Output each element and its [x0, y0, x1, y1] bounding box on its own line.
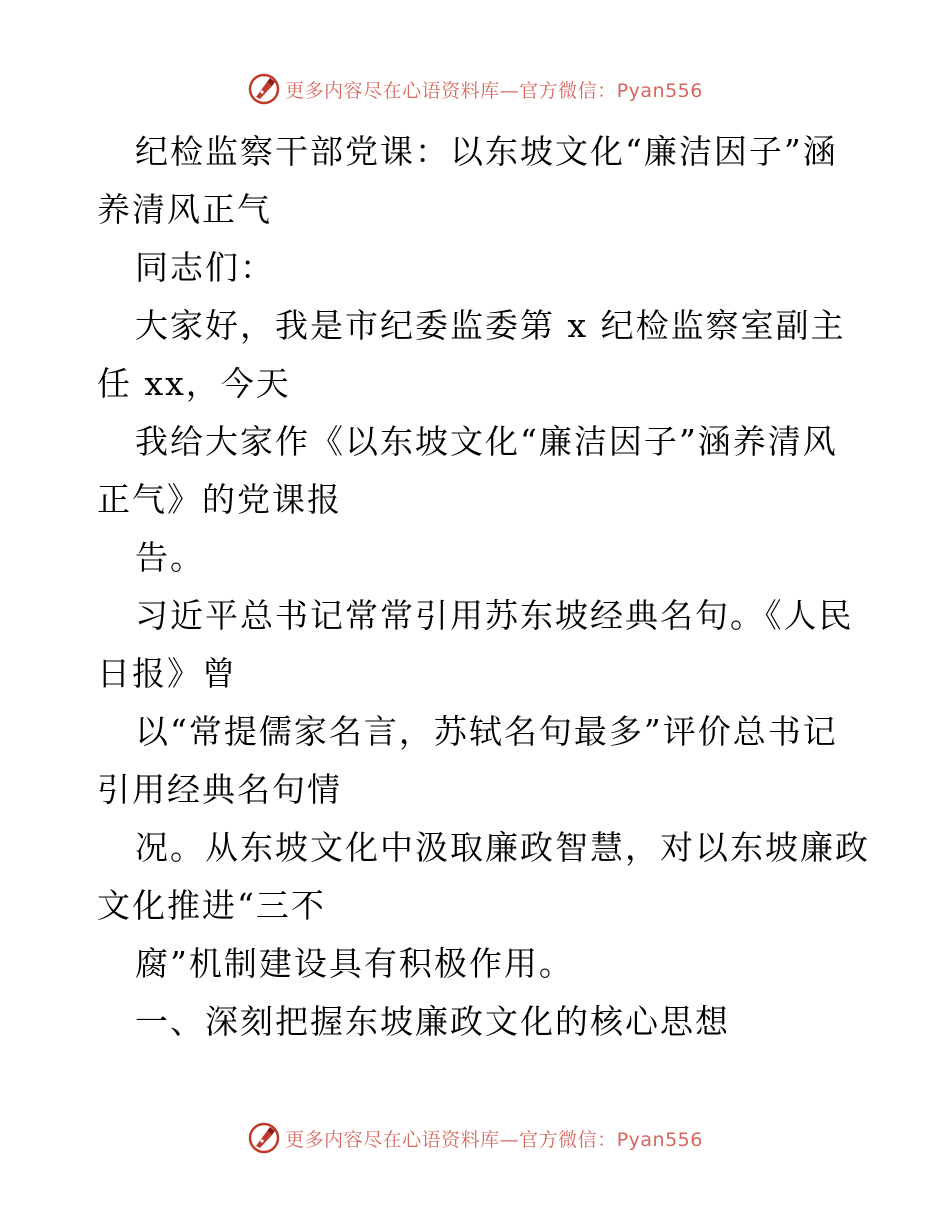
- doc-line-14: 文化推进“三不: [97, 886, 326, 925]
- footer-banner-dash: —: [499, 1128, 520, 1151]
- header-banner-dash: —: [499, 79, 520, 102]
- doc-line-6: 我给大家作《以东坡文化“廉洁因子”涵养清风: [135, 422, 838, 461]
- doc-line-8: 告。: [135, 538, 205, 577]
- header-banner-text: [285, 76, 703, 103]
- doc-line-9: 习近平总书记常常引用苏东坡经典名句。《人民: [135, 596, 854, 635]
- footer-banner-wechat-id: Pyan556: [616, 1128, 703, 1151]
- doc-line-7: 正气》的党课报: [97, 480, 342, 519]
- footer-banner-text: [285, 1125, 703, 1152]
- doc-line-11: 以“常提儒家名言，苏轼名句最多”评价总书记: [135, 712, 838, 751]
- footer-banner-title: 更多内容尽在心语资料库: [285, 1128, 500, 1151]
- doc-greeting: 同志们：: [135, 248, 275, 287]
- doc-line-5: 任 xx，今天: [97, 364, 291, 403]
- doc-line-4: 大家好，我是市纪委监委第 x 纪检监察室副主: [135, 306, 846, 345]
- header-banner-title: 更多内容尽在心语资料库: [285, 79, 500, 102]
- header-banner: [0, 72, 950, 106]
- pen-nib-logo-icon: [247, 72, 281, 106]
- doc-line-13: 况。从东坡文化中汲取廉政智慧，对以东坡廉政: [135, 828, 870, 867]
- doc-line-10: 日报》曾: [97, 654, 237, 693]
- header-banner-inner: [247, 72, 703, 106]
- header-banner-wechat-label: 官方微信：: [519, 79, 617, 102]
- footer-banner: [0, 1121, 950, 1155]
- doc-title-line-1: 纪检监察干部党课：以东坡文化“廉洁因子”涵: [135, 132, 838, 171]
- footer-banner-inner: [247, 1121, 703, 1155]
- doc-line-12: 引用经典名句情: [97, 770, 342, 809]
- doc-title-line-2: 养清风正气: [97, 190, 272, 229]
- pen-nib-logo-icon: [247, 1121, 281, 1155]
- doc-line-15: 腐”机制建设具有积极作用。: [135, 944, 574, 983]
- document-body: [97, 123, 870, 1051]
- doc-section-heading-1: 一、深刻把握东坡廉政文化的核心思想: [135, 1002, 730, 1041]
- footer-banner-wechat-label: 官方微信：: [519, 1128, 617, 1151]
- header-banner-wechat-id: Pyan556: [616, 79, 703, 102]
